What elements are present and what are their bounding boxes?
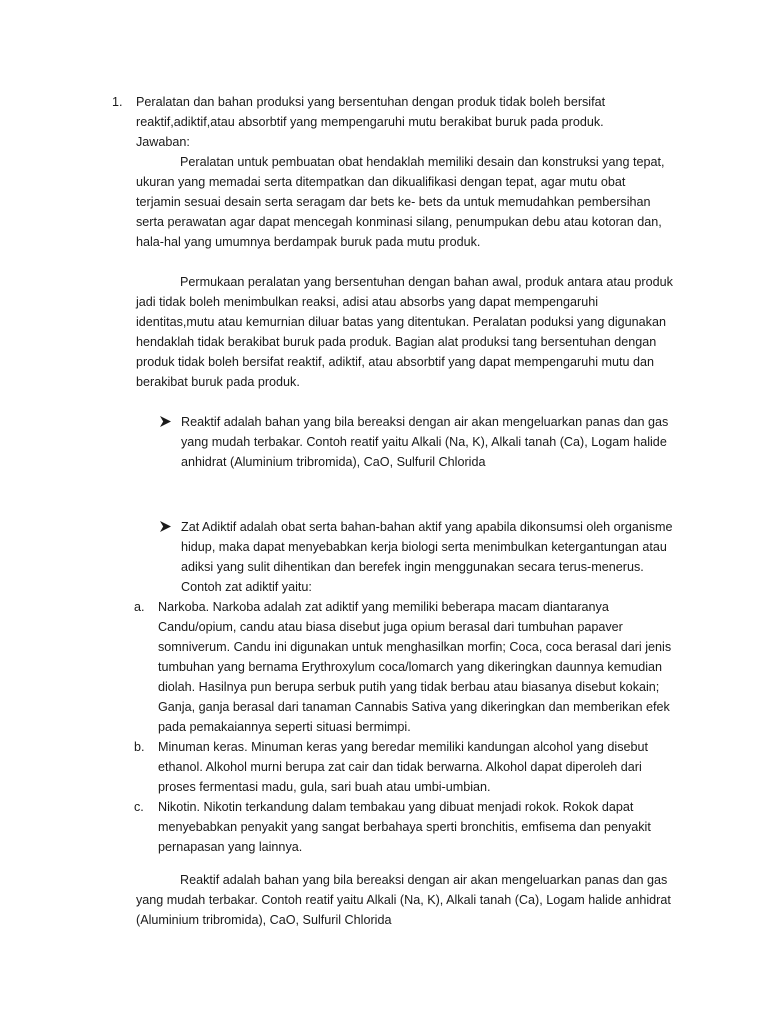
text-line: berakibat buruk pada produk. bbox=[136, 375, 300, 389]
text-line: adiksi yang sulit dihentikan dan berefek ingin menggunakan secara terus-menerus. bbox=[181, 560, 644, 574]
paragraph-2 bbox=[136, 272, 673, 392]
text-line: Candu/opium, candu atau biasa disebut juga opium berasal dari tumbuhan papaver bbox=[158, 620, 623, 634]
sub-item-minuman-keras bbox=[158, 737, 648, 797]
text-line: anhidrat (Aluminium tribromida), CaO, Sulfuril Chlorida bbox=[181, 455, 486, 469]
text-line: Zat Adiktif adalah obat serta bahan-bahan aktif yang apabila dikonsumsi oleh organisme bbox=[181, 520, 673, 534]
text-line: Reaktif adalah bahan yang bila bereaksi dengan air akan mengeluarkan panas dan gas bbox=[181, 415, 669, 429]
text-line: proses fermentasi madu, gula, sari buah atau umbi-umbian. bbox=[158, 780, 491, 794]
text-line: Peralatan dan bahan produksi yang bersentuhan dengan produk tidak boleh bersifat bbox=[136, 95, 606, 109]
answer-label: Jawaban: bbox=[136, 135, 190, 149]
text-line: Nikotin. Nikotin terkandung dalam tembakau yang dibuat menjadi rokok. Rokok dapat bbox=[158, 800, 634, 814]
text-line: serta perawatan agar dapat mencegah konminasi silang, penumpukan debu atau kotoran dan, bbox=[136, 215, 662, 229]
text-line: Minuman keras. Minuman keras yang beredar memiliki kandungan alcohol yang disebut bbox=[158, 740, 649, 754]
text-line: jadi tidak boleh menimbulkan reaksi, adisi atau absorbs yang dapat mempengaruhi bbox=[136, 295, 599, 309]
bullet-reaktif bbox=[181, 412, 668, 472]
text-line: Permukaan peralatan yang bersentuhan dengan bahan awal, produk antara atau produk bbox=[180, 275, 673, 289]
text-line: yang mudah terbakar. Contoh reatif yaitu Alkali (Na, K), Alkali tanah (Ca), Logam halide anhidrat bbox=[136, 893, 671, 907]
list-marker-a: a. bbox=[134, 600, 145, 614]
text-line: diolah. Hasilnya pun berupa serbuk putih yang tidak berbau atau biasanya disebut kokain; bbox=[158, 680, 660, 694]
arrowhead-bullet-icon bbox=[160, 412, 172, 432]
arrowhead-bullet-icon bbox=[160, 517, 172, 537]
text-line: hidup, maka dapat menyebabkan kerja biologi serta menimbulkan ketergantungan atau bbox=[181, 540, 667, 554]
list-number: 1. bbox=[112, 95, 123, 109]
text-line: pada pemakaiannya seperti situasi bermimpi. bbox=[158, 720, 411, 734]
text-line: somniverum. Candu ini digunakan untuk menghasilkan morfin; Coca, coca berasal dari jenis bbox=[158, 640, 672, 654]
text-line: reaktif,adiktif,atau absorbtif yang mempengaruhi mutu berakibat buruk pada produk. bbox=[136, 115, 604, 129]
text-line: (Aluminium tribromida), CaO, Sulfuril Chlorida bbox=[136, 913, 392, 927]
text-line: tumbuhan yang bernama Erythroxylum coca/lomarch yang dikeringkan daunnya kemudian bbox=[158, 660, 663, 674]
text-line: Narkoba. Narkoba adalah zat adiktif yang memiliki beberapa macam diantaranya bbox=[158, 600, 609, 614]
text-line: Peralatan untuk pembuatan obat hendaklah memiliki desain dan konstruksi yang tepat, bbox=[180, 155, 665, 169]
paragraph-final bbox=[136, 870, 671, 930]
question-text bbox=[136, 92, 605, 152]
text-line: Ganja, ganja berasal dari tanaman Cannabis Sativa yang dikeringkan dan memberikan efek bbox=[158, 700, 670, 714]
list-marker-c: c. bbox=[134, 800, 144, 814]
list-marker-b: b. bbox=[134, 740, 145, 754]
text-line: hendaklah tidak berakibat buruk pada produk. Bagian alat produksi tang bersentuhan dengan bbox=[136, 335, 657, 349]
text-line: menyebabkan penyakit yang sangat berbahaya sperti bronchitis, emfisema dan penyakit bbox=[158, 820, 651, 834]
text-line: Reaktif adalah bahan yang bila bereaksi dengan air akan mengeluarkan panas dan gas bbox=[180, 873, 668, 887]
text-line: produk tidak boleh bersifat reaktif, adiktif, atau absorbtif yang dapat mempengaruhi mutu dan bbox=[136, 355, 655, 369]
text-line: terjamin sesuai desain serta seragam dar bets ke- bets da untuk memudahkan pembersihan bbox=[136, 195, 651, 209]
text-line: ukuran yang memadai serta ditempatkan dan dikualifikasi dengan tepat, agar mutu obat bbox=[136, 175, 626, 189]
paragraph-1 bbox=[136, 152, 664, 252]
text-line: ethanol. Alkohol murni berupa zat cair dan tidak berwarna. Alkohol dapat diperoleh dari bbox=[158, 760, 642, 774]
text-line: pernapasan yang lainnya. bbox=[158, 840, 303, 854]
text-line: Contoh zat adiktif yaitu: bbox=[181, 580, 312, 594]
text-line: yang mudah terbakar. Contoh reatif yaitu Alkali (Na, K), Alkali tanah (Ca), Logam halide bbox=[181, 435, 667, 449]
sub-item-nikotin bbox=[158, 797, 651, 857]
text-line: hala-hal yang umumnya berdampak buruk pada mutu produk. bbox=[136, 235, 481, 249]
sub-item-narkoba bbox=[158, 597, 671, 737]
text-line: identitas,mutu atau kemurnian diluar batas yang ditentukan. Peralatan poduksi yang digunakan bbox=[136, 315, 666, 329]
bullet-adiktif bbox=[181, 517, 672, 597]
